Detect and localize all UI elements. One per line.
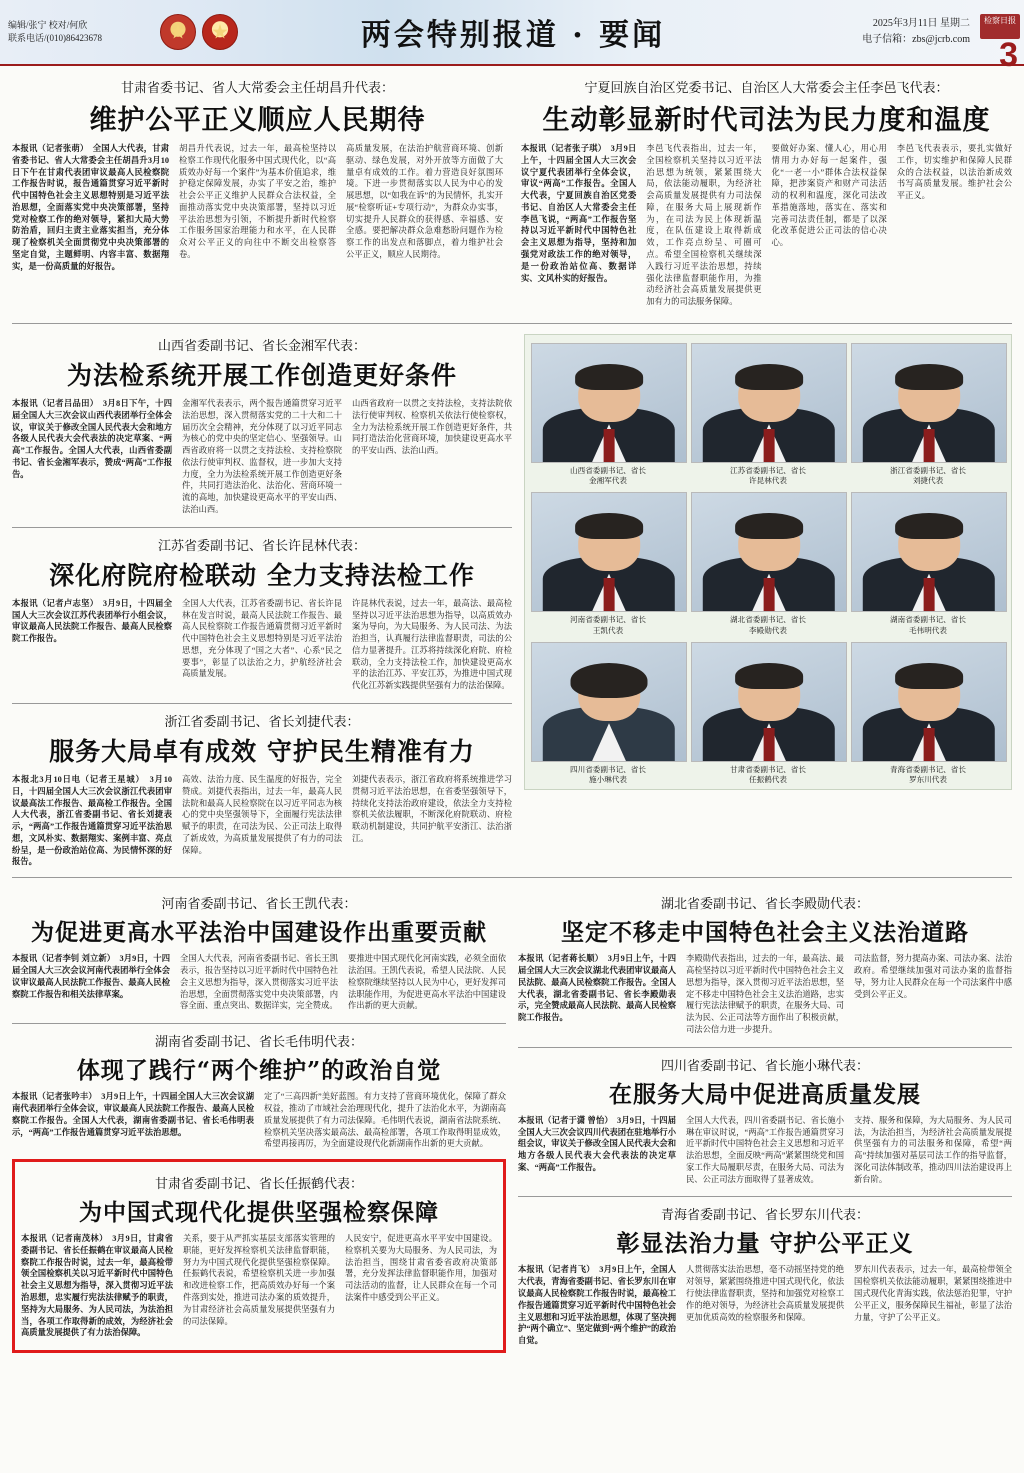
- article-kicker: 甘肃省委书记、省人大常委会主任胡昌升代表：: [120, 80, 394, 95]
- paragraph: 高效、法治力度、民生温度的好报告，完全赞成。刘捷代表指出，过去一年，最高人民法院和最高人民检察院在以习近平同志为核心的党中央坚强领导下，全面履行宪法法律赋予的职责，在司法为民、公正司法上取得了新成效，为高质量发展提供了有力的司法保障。: [182, 775, 342, 855]
- article-gansu-hu: [12, 70, 503, 313]
- paragraph: 本报讯（记者吕品田） 3月8日下午，十四届全国人大三次会议山西代表团举行全体会议，审议关于修改全国人民代表大会和地方各级人民代表大会代表法的决定草案、“两高”工作报告。全国人大代表，山西省委副书记、省长金湘军表示，赞成“两高”工作报告。: [12, 398, 172, 479]
- article-body: [518, 1264, 1012, 1351]
- portrait-grid: [524, 334, 1012, 791]
- paragraph: 司法监督，努力提高办案、司法办案、法治政府。希望继续加强对司法办案的监督指导，努力让人民群众在每一个司法案件中感受到公平正义。: [854, 954, 1012, 999]
- paragraph: 人民安宁，促进更高水平平安中国建设。检察机关要为大局服务、为人民司法，为法治担当，围绕甘肃省委省政府决策部署，充分发挥法律监督职能作用，加强对司法活动的监督，让人民群众在每一个司法案件中感受到公平正义。: [345, 1234, 497, 1302]
- portrait-photo: [531, 343, 687, 463]
- article-headline: 服务大局卓有成效 守护民生精准有力: [49, 737, 475, 766]
- portrait-caption-line2: 王凯代表: [592, 625, 624, 635]
- article-zhejiang-liu: [12, 711, 512, 873]
- article-kicker: 山西省委副书记、省长金湘军代表：: [157, 337, 366, 353]
- paragraph: 本报讯（记者肖飞） 3月9日上午，全国人大代表，青海省委副书记、省长罗东川在审议最高人民检察院工作报告时说，最高检工作报告通篇贯穿习近平新时代中国特色社会主义思想和习近平法治思想，体现了坚决拥护“两个确立”、坚定做到“两个维护”的政治自觉。: [518, 1265, 676, 1346]
- editor-line: 编辑/张宁 校对/何欣: [8, 19, 88, 30]
- portrait-caption-line2: 任振鹤代表: [749, 775, 787, 785]
- article-kicker: 青海省委副书记、省长罗东川代表：: [660, 1207, 869, 1223]
- portrait-photo: [691, 492, 847, 612]
- portrait-cell: [531, 492, 685, 636]
- paragraph: 本报讯（记者蒋长顺） 3月9日上午，十四届全国人大三次会议湖北代表团审议最高人民法院、最高人民检察院工作报告。全国人大代表，湖北省委副书记、省长李殿勋表示，完全赞成最高人民法院、最高人民检察院工作报告。: [518, 954, 676, 1023]
- paragraph: 全国人大代表，四川省委副书记、省长施小琳在审议时说，“两高”工作报告通篇贯穿习近平新时代中国特色社会主义思想和习近平法治思想，全面反映“两高”紧紧围绕党和国家工作大局履职尽责，在服务大局、司法为民、公正司法方面取得了显著成效。: [686, 1115, 844, 1184]
- article-headline: 为中国式现代化提供坚强检察保障: [79, 1199, 439, 1227]
- portrait-photo: [531, 642, 687, 762]
- paragraph: 定了“三高四新”美好蓝图。有力支持了营商环境优化，保障了群众权益，推动了市域社会治理现代化，提升了法治化水平，为湖南高质量发展提供了有力司法保障。毛伟明代表说，湖南省法院系统、检察机关坚决落实最高法、最高检部署，各项工作取得明显成效，希望再接再厉，为全面建设现代化新湖南作出新的更大贡献。: [264, 1092, 506, 1149]
- divider: [518, 1196, 1012, 1197]
- portrait-caption-line2: 刘捷代表: [912, 476, 944, 486]
- article-jiangsu-xu: [12, 535, 512, 697]
- article-qinghai-luo: [518, 1204, 1012, 1351]
- paragraph: 全国人大代表，河南省委副书记、省长王凯表示，报告坚持以习近平新时代中国特色社会主义思想为指导，深入贯彻落实习近平法治思想，全面贯彻落实党中央决策部署，内容全面、重点突出、数据详实，完全赞成。: [180, 954, 338, 1011]
- email-line: 电子信箱：zbs@jcrb.com: [862, 34, 970, 45]
- article-headline: 生动彰显新时代司法为民力度和温度: [542, 105, 991, 136]
- article-headline: 坚定不移走中国特色社会主义法治道路: [561, 919, 969, 947]
- article-body: [12, 398, 512, 521]
- article-kicker: 宁夏回族自治区党委书记、自治区人大常委会主任李邑飞代表：: [584, 80, 949, 95]
- article-body: [21, 1233, 497, 1344]
- portrait-cell: [691, 492, 845, 636]
- article-body: [12, 774, 512, 873]
- phone-line: 联系电话/(010)86423678: [8, 33, 102, 43]
- article-headline: 深化府院府检联动 全力支持法检工作: [49, 560, 475, 590]
- article-body: [12, 143, 503, 278]
- page-title: 两会特别报道 · 要闻: [360, 18, 666, 53]
- divider: [518, 1047, 1012, 1048]
- portrait-caption-line1: 四川省委副书记、省长: [570, 764, 646, 774]
- paragraph: 山西省政府一以贯之支持法检，支持法院依法行使审判权、检察机关依法行使检察权，全力为法检系统开展工作创造更好条件，共同打造法治化营商环境，加快建设更高水平的平安山西、法治山西。: [352, 398, 512, 456]
- paragraph: 要推进中国式现代化河南实践，必须全面依法治国。王凯代表说，希望人民法院、人民检察院继续坚持以人民为中心，更好发挥司法职能作用，为促进更高水平法治中国建设作出新的更大贡献。: [348, 954, 506, 1011]
- portrait-caption-line2: 施小琳代表: [589, 775, 627, 785]
- paragraph: 关系，要于从严抓实基层支部落实管理的职能，更好发挥检察机关法律监督职能，努力为中国式现代化提供坚强检察保障。任振鹤代表说，希望检察机关进一步加强和改进检察工作，把高质效办好每一个案件落到实处，推进司法办案的质效提升，为甘肃经济社会高质量发展提供坚强有力的司法保障。: [183, 1234, 335, 1326]
- article-body: [12, 598, 512, 697]
- article-headline: 体现了践行“两个维护”的政治自觉: [76, 1057, 442, 1085]
- portrait-caption-line1: 湖北省委副书记、省长: [730, 615, 806, 625]
- portrait-cell: [851, 343, 1005, 487]
- paragraph: 李邑飞代表指出，过去一年，全国检察机关坚持以习近平法治思想为统领，紧紧围绕大局，依法能动履职，为经济社会高质量发展提供有力司法保障，在服务大局上展现新作为，在司法为民上体现新温度，在队伍建设上取得新成效，工作亮点纷呈、可圈可点。希望全国检察机关继续深入践行习近平法治思想，持续强化法律监督职能作用，为推动经济社会高质量发展提供更加有力的司法服务保障。: [646, 144, 762, 307]
- lower-region: [0, 882, 1024, 1353]
- portrait-photo: [851, 642, 1007, 762]
- paragraph: 支持、服务和保障，为大局服务、为人民司法，为法治担当，为经济社会高质量发展提供坚强有力的司法服务和保障，希望“两高”持续加强对基层司法工作的指导监督，深化司法体制改革，推动四川法治建设再上新台阶。: [854, 1115, 1012, 1184]
- article-hunan-mao: [12, 1031, 506, 1155]
- article-hubei-li: [518, 893, 1012, 1040]
- article-kicker: 河南省委副书记、省长王凯代表：: [161, 896, 357, 912]
- lower-right-column: [518, 886, 1012, 1353]
- article-kicker: 四川省委副书记、省长施小琳代表：: [660, 1057, 869, 1073]
- portrait-caption-line1: 浙江省委副书记、省长: [890, 465, 966, 475]
- article-kicker: 甘肃省委副书记、省长任振鹤代表：: [154, 1176, 363, 1192]
- paragraph: 胡昌升代表说，过去一年，最高检坚持以检察工作现代化服务中国式现代化，以“高质效办好每一个案件”为基本价值追求，维护稳定保障发展，办实了平安之治，维护社会公平正义维护人民群众合法权益，全面推动落实党中央决策部署，坚持以习近平法治思想为引领，不断提升新时代检察工作服务国家治理能力和水平，在人民群众对公平正义的向往中不断交出检察答卷。: [179, 144, 336, 260]
- portrait-cell: [851, 642, 1005, 786]
- middle-region: [0, 328, 1024, 873]
- portrait-caption-line2: 许昆林代表: [749, 476, 787, 486]
- article-body: [12, 953, 506, 1017]
- article-headline: 维护公平正义顺应人民期待: [89, 105, 426, 136]
- paragraph: 罗东川代表表示，过去一年，最高检带领全国检察机关依法能动履职，紧紧围绕推进中国式现代化青海实践，依法惩治犯罪，守护公平正义，服务保障民生福祉，彰显了法治力量，守护了公平正义。: [854, 1265, 1012, 1322]
- article-kicker: 江苏省委副书记、省长许昆林代表：: [157, 537, 366, 553]
- paragraph: 本报讯（记者张吟丰） 3月9日上午，十四届全国人大三次会议湖南代表团举行全体会议，审议最高人民法院工作报告、最高人民检察院工作报告。全国人大代表，湖南省委副书记、省长毛伟明表示，“两高”工作报告通篇贯穿习近平法治思想。: [12, 1092, 254, 1137]
- divider: [12, 323, 1012, 324]
- lower-left-column: [12, 886, 506, 1353]
- portrait-caption-line1: 甘肃省委副书记、省长: [730, 764, 806, 774]
- portrait-caption-line2: 毛伟明代表: [909, 625, 947, 635]
- article-henan-wang: [12, 893, 506, 1017]
- portrait-cell: [851, 492, 1005, 636]
- article-body: [12, 1091, 506, 1155]
- article-sichuan-shi: [518, 1055, 1012, 1191]
- divider: [12, 527, 512, 528]
- date-line: 2025年3月11日 星期二: [872, 18, 970, 29]
- portrait-caption-line1: 湖南省委副书记、省长: [890, 615, 966, 625]
- portrait-caption-line1: 河南省委副书记、省长: [570, 615, 646, 625]
- paragraph: 本报讯（记者南茂林） 3月9日，甘肃省委副书记、省长任振鹤在审议最高人民检察院工作报告时说，过去一年，最高检带领全国检察机关以习近平新时代中国特色社会主义思想为指导，深入贯彻习近平法治思想，忠实履行宪法法律赋予的职责，坚持为大局服务、为人民司法，为法治担当，各项工作取得新的成效，为经济社会高质量发展提供了有力法治保障。: [21, 1234, 173, 1338]
- article-headline: 为促进更高水平法治中国建设作出重要贡献: [31, 919, 487, 947]
- paragraph: 高质量发展，在法治护航营商环境、创新驱动、绿色发展，对外开放等方面做了大量卓有成效的工作。着力营造良好氛围环境。下进一步贯彻落实以人民为中心的发展思想，以“如我在诉”的为民情怀，扎实开展“检察听证+专项行动”，为群众办实事，切实提升人民群众的获得感、幸福感、安全感。要把解决群众急难愁盼问题作为检察工作的出发点和落脚点，着力维护社会公平正义，顺应人民期待。: [346, 144, 503, 260]
- article-kicker: 浙江省委副书记、省长刘捷代表：: [164, 714, 360, 729]
- highlighted-article-gansu-ren: [12, 1159, 506, 1353]
- paragraph: 刘捷代表表示，浙江省政府将系统推进学习贯彻习近平法治思想，在省委坚强领导下，持续化支持法治政府建设，依法全力支持检察机关依法履职，不断深化府院联动、府检联动机制建设，共同护航平安浙江、法治浙江。: [352, 775, 512, 843]
- photo-panel: [524, 328, 1012, 873]
- cppcc-emblem-icon: [202, 14, 238, 50]
- left-column: [12, 328, 512, 873]
- portrait-caption-line1: 山西省委副书记、省长: [570, 465, 646, 475]
- article-shanxi-jin: [12, 335, 512, 521]
- portrait-photo: [851, 492, 1007, 612]
- portrait-caption-line1: 青海省委副书记、省长: [890, 764, 966, 774]
- portrait-cell: [531, 343, 685, 487]
- paragraph: 本报讯（记者张萌） 全国人大代表，甘肃省委书记、省人大常委会主任胡昌升3月10日下午在甘肃代表团审议最高人民检察院工作报告时说，报告通篇贯穿习近平新时代中国特色社会主义思想特别是习近平法治思想，全面落实党中央决策部署，坚持党对检察工作的绝对领导，紧扣大局大势防治盾，回归主责主业落实担当，充分体现了检察机关全面贯彻党中央决策部署的坚定自觉，主题鲜明、内容丰富、数据翔实，是一份高质量的好报告。: [12, 144, 169, 271]
- article-kicker: 湖北省委副书记、省长李殿勋代表：: [660, 896, 869, 912]
- paragraph: 李邑飞代表表示，要扎实做好工作，切实维护和保障人民群众的合法权益，以法治新成效书写高质量发展。维护社会公平正义。: [896, 144, 1012, 201]
- divider: [12, 1023, 506, 1024]
- paragraph: 本报讯（记者卢志坚） 3月9日，十四届全国人大三次会议江苏代表团举行小组会议，审议最高人民法院工作报告、最高人民检察院工作报告。: [12, 598, 172, 644]
- seal-icon: 检察日报: [980, 14, 1020, 39]
- paragraph: 人贯彻落实法治思想，毫不动摇坚持党的绝对领导，紧紧围绕推进中国式现代化，依法行使法律监督职责，坚持和加强党对检察工作的绝对领导，为经济社会高质量发展提供更加优质高效的检察服务和保障。: [686, 1265, 844, 1322]
- portrait-photo: [691, 642, 847, 762]
- masthead-credits: [0, 19, 158, 46]
- paragraph: 金湘军代表表示，两个报告通篇贯穿习近平法治思想，深入贯彻落实党的二十大和二十届历次全会精神，充分体现了以习近平同志为核心的党中央的坚定信心、坚强领导。山西省政府将一以贯之支持法检、支持检察院依法行使审判权、监督权，进一步加大支持力度，全力为法检系统开展工作创造更好条件，共同打造法治化、法治化、营商环境一流的高地，加快建设更高水平的平安山西、法治山西。: [182, 398, 342, 514]
- masthead-meta: [788, 16, 1024, 74]
- portrait-photo: [851, 343, 1007, 463]
- article-ningxia-li: [521, 70, 1012, 313]
- paragraph: 本报讯（记者于潇 曾怡） 3月9日，十四届全国人大三次会议四川代表团在驻地举行小组会议，审议关于修改全国人民代表大会和地方各级人民代表大会代表法的决定草案、“两高”工作报告。: [518, 1115, 676, 1172]
- article-headline: 彰显法治力量 守护公平正义: [616, 1230, 914, 1258]
- portrait-caption-line2: 罗东川代表: [909, 775, 947, 785]
- emblem-group: [160, 14, 238, 50]
- portrait-caption-line2: 金湘军代表: [589, 476, 627, 486]
- paragraph: 本报讯（记者张子琪） 3月9日上午，十四届全国人大三次会议宁夏代表团举行全体会议，审议“两高”工作报告。全国人大代表，宁夏回族自治区党委书记、自治区人大常委会主任李邑飞说，“两高”工作报告坚持以习近平新时代中国特色社会主义思想为指导，坚持和加强党对政法工作的绝对领导，是一份政治站位高、数据详实、文风朴实的好报告。: [521, 144, 637, 283]
- article-body: [518, 1115, 1012, 1191]
- portrait-cell: [691, 343, 845, 487]
- portrait-caption-line2: 李殿勋代表: [749, 625, 787, 635]
- paragraph: 要做好办案、懂人心，用心用情用力办好每一起案件，强化“一老一小”群体合法权益保障，把涉案资产和财产司法活动的权利和温度，深化司法改革措施落地，落实在、落实和完善司法责任制，都是了以深化改革促进公正司法的信心决心。: [771, 144, 887, 248]
- paragraph: 本报北3月10日电（记者王星城） 3月10日，十四届全国人大三次会议浙江代表团审议最高法工作报告、最高检工作报告。全国人大代表，浙江省委副书记、省长刘捷表示，“两高”工作报告通篇贯穿习近平法治思想，文风朴实、数据翔实、案例丰富、亮点纷呈，是一份政治站位高、为民情怀深的好报告。: [12, 775, 172, 867]
- paragraph: 本报讯（记者李钊 刘立新） 3月9日，十四届全国人大三次会议河南代表团举行全体会议审议最高人民法院工作报告、最高人民检察院工作报告和相关法律草案。: [12, 954, 170, 999]
- portrait-photo: [531, 492, 687, 612]
- page-number: 3: [999, 36, 1018, 74]
- portrait-cell: [691, 642, 845, 786]
- national-emblem-icon: [160, 14, 196, 50]
- top-band: [0, 66, 1024, 319]
- paragraph: 全国人大代表，江苏省委副书记、省长许昆林在发言时说，最高人民法院工作报告、最高人民检察院工作报告通篇贯彻习近平新时代中国特色社会主义思想特别是习近平法治思想，充分体现了“国之大者”、心系“民之要事”，彰显了以法治之力，护航经济社会高质量发展。: [182, 598, 342, 679]
- divider: [12, 703, 512, 704]
- paragraph: 李殿勋代表指出，过去的一年，最高法、最高检坚持以习近平新时代中国特色社会主义思想为指导，深入贯彻习近平法治思想，坚定不移走中国特色社会主义法治道路，忠实履行宪法法律赋予的职责，在服务大局、司法为民、公正司法等方面作出了积极贡献，司法公信力进一步提升。: [686, 954, 844, 1034]
- portrait-cell: [531, 642, 685, 786]
- divider: [12, 877, 1012, 878]
- article-body: [521, 143, 1012, 313]
- paragraph: 许昆林代表说，过去一年，最高法、最高检坚持以习近平法治思想为指导，以高质效办案为导向，为大局服务、为人民司法、为法治担当，认真履行法律监督职责，司法的公信力显著提升。江苏将持续深化府院、府检联动，全力支持法检工作，加快建设更高水平的法治江苏、平安江苏，为推进中国式现代化江苏新实践提供坚强有力的法治保障。: [352, 598, 512, 691]
- masthead: [0, 0, 1024, 74]
- portrait-photo: [691, 343, 847, 463]
- article-headline: 为法检系统开展工作创造更好条件: [66, 360, 457, 390]
- article-headline: 在服务大局中促进高质量发展: [609, 1080, 921, 1108]
- portrait-caption-line1: 江苏省委副书记、省长: [730, 465, 806, 475]
- article-body: [518, 953, 1012, 1040]
- article-kicker: 湖南省委副书记、省长毛伟明代表：: [154, 1034, 363, 1050]
